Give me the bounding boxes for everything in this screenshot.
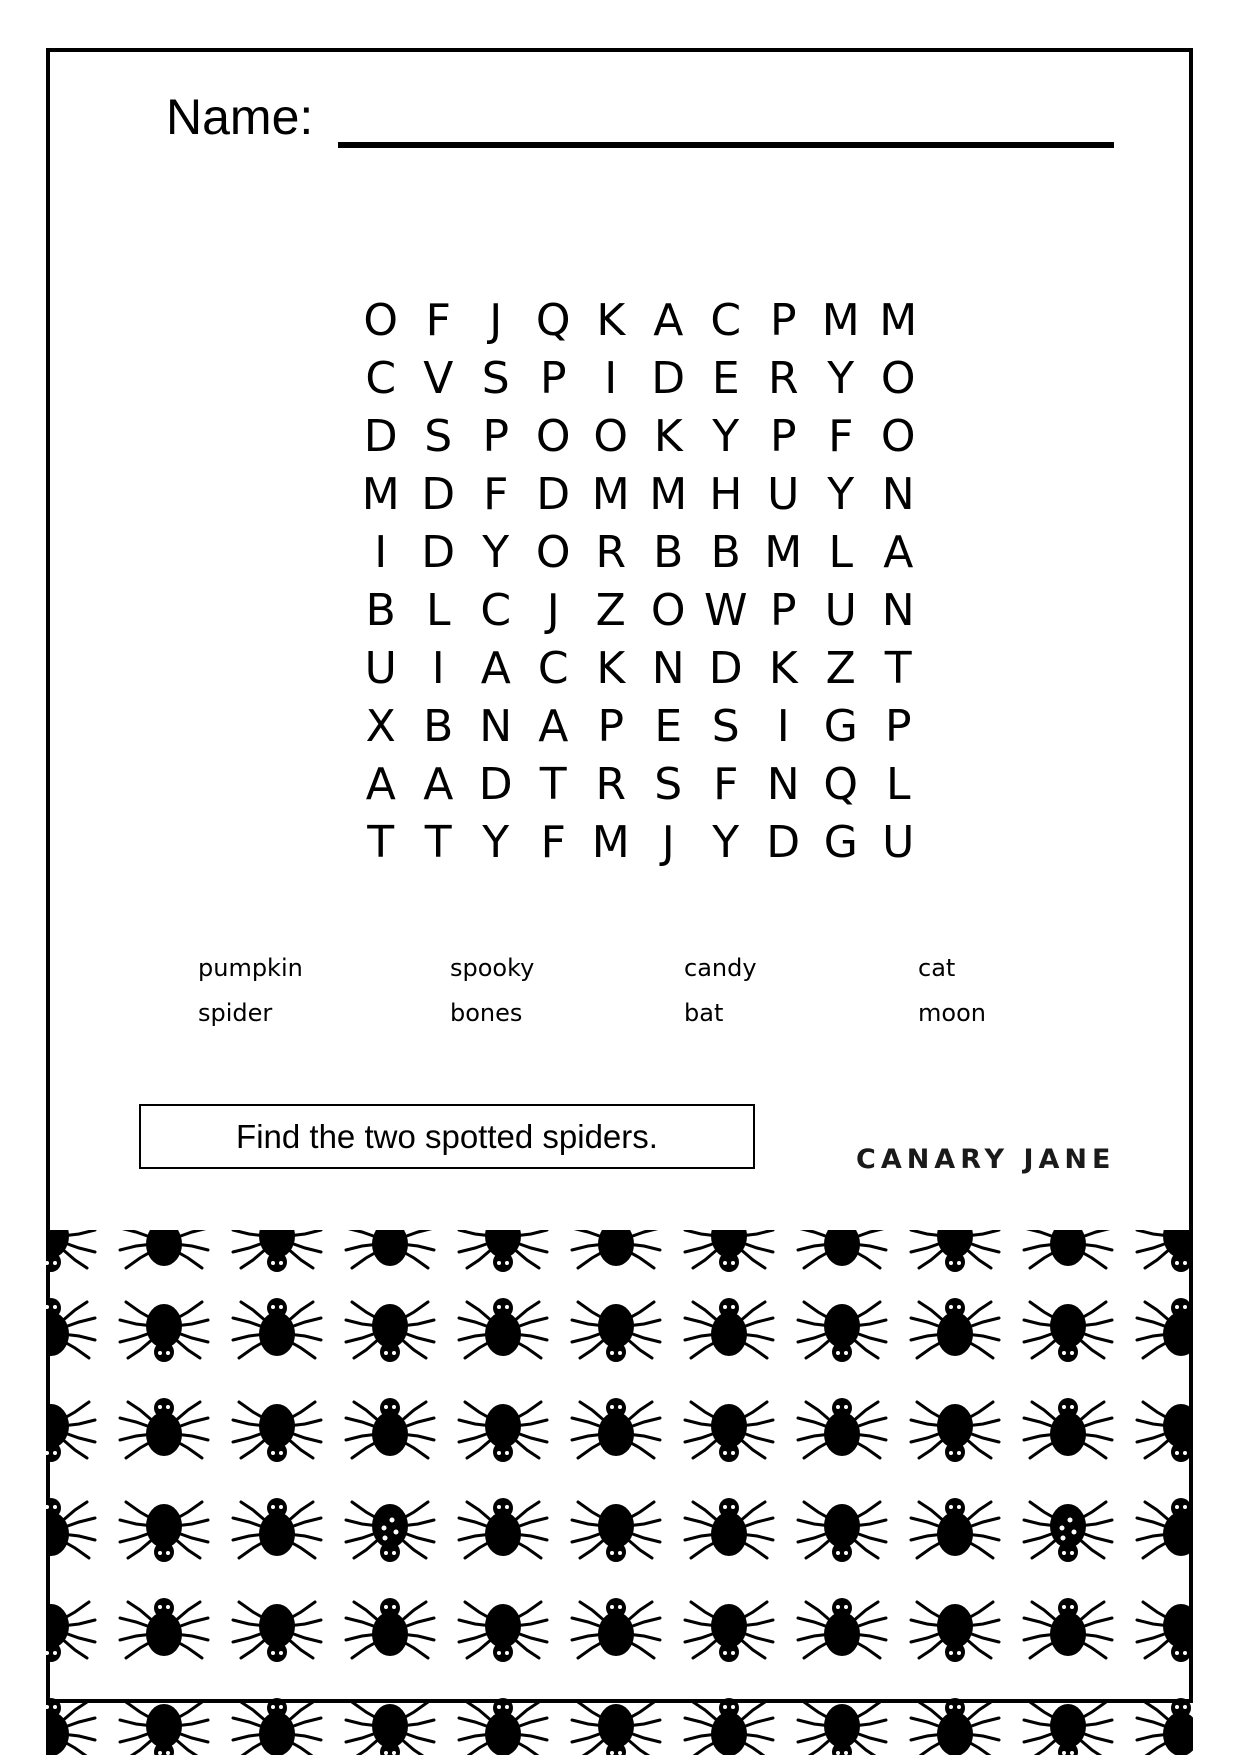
grid-letter: K (596, 643, 626, 694)
grid-letter: O (593, 411, 629, 462)
grid-letter: B (423, 701, 454, 752)
grid-letter: J (489, 295, 503, 346)
spider-icon (459, 1698, 547, 1755)
grid-letter: L (425, 585, 451, 636)
grid-letter: T (539, 759, 567, 810)
grid-letter: M (361, 469, 400, 520)
grid-letter: B (653, 527, 684, 578)
grid-letter: P (769, 295, 797, 346)
grid-letter: O (535, 527, 571, 578)
word-search-grid (352, 292, 927, 872)
grid-letter: C (480, 585, 512, 636)
spider-icon (7, 1698, 95, 1755)
instruction-text: Find the two spotted spiders. (236, 1117, 658, 1155)
grid-letter: E (711, 353, 740, 404)
grid-letter: S (481, 353, 510, 404)
grid-letter: N (479, 701, 513, 752)
grid-letter: B (710, 527, 741, 578)
grid-letter: Y (712, 411, 740, 462)
grid-letter: K (768, 643, 798, 694)
grid-letter: L (885, 759, 911, 810)
grid-letter: F (540, 817, 566, 868)
grid-letter: T (367, 817, 395, 868)
spider-icon (911, 1698, 999, 1755)
grid-letter: J (661, 817, 675, 868)
grid-letter: M (591, 469, 630, 520)
word-item: moon (918, 999, 986, 1027)
word-item: spider (198, 999, 273, 1027)
grid-letter: U (882, 817, 915, 868)
grid-letter: E (654, 701, 683, 752)
word-item: bat (684, 999, 724, 1027)
grid-letter: J (546, 585, 560, 636)
grid-letter: D (766, 817, 801, 868)
grid-letter: M (821, 295, 860, 346)
spider-icon (120, 1702, 208, 1755)
grid-letter: V (423, 353, 454, 404)
grid-letter: I (776, 701, 790, 752)
grid-letter: Y (712, 817, 740, 868)
spider-icon (798, 1702, 886, 1755)
grid-letter: D (651, 353, 686, 404)
grid-letter: R (595, 527, 627, 578)
grid-letter: G (823, 701, 858, 752)
spider-icon (1024, 1702, 1112, 1755)
word-item: spooky (450, 954, 535, 982)
grid-letter: O (880, 353, 916, 404)
grid-letter: T (424, 817, 452, 868)
grid-letter: M (649, 469, 688, 520)
grid-letter: P (769, 411, 797, 462)
word-item: candy (684, 954, 757, 982)
grid-letter: F (828, 411, 854, 462)
grid-letter: Z (825, 643, 856, 694)
name-label: Name: (166, 89, 314, 145)
grid-letter: S (424, 411, 453, 462)
grid-letter: O (880, 411, 916, 462)
word-item: cat (918, 954, 956, 982)
spider-icon (1137, 1698, 1225, 1755)
grid-letter: Y (827, 353, 855, 404)
grid-letter: O (650, 585, 686, 636)
brand-logo: CANARY JANE (856, 1144, 1116, 1175)
grid-letter: S (711, 701, 740, 752)
spider-icon (572, 1702, 660, 1755)
grid-letter: S (654, 759, 683, 810)
grid-letter: C (710, 295, 742, 346)
grid-letter: N (651, 643, 685, 694)
grid-letter: P (597, 701, 625, 752)
grid-letter: N (881, 585, 915, 636)
grid-letter: B (365, 585, 396, 636)
grid-letter: H (709, 469, 743, 520)
grid-letter: M (591, 817, 630, 868)
grid-letter: A (365, 759, 396, 810)
grid-letter: D (536, 469, 571, 520)
grid-letter: G (823, 817, 858, 868)
grid-letter: F (713, 759, 739, 810)
grid-letter: D (421, 469, 456, 520)
spider-icon (233, 1698, 321, 1755)
grid-letter: D (421, 527, 456, 578)
grid-letter: C (537, 643, 569, 694)
grid-letter: P (482, 411, 510, 462)
grid-letter: A (653, 295, 684, 346)
grid-letter: U (824, 585, 857, 636)
grid-letter: O (363, 295, 399, 346)
grid-letter: R (595, 759, 627, 810)
grid-letter: Q (535, 295, 571, 346)
grid-letter: A (423, 759, 454, 810)
grid-letter: A (883, 527, 914, 578)
grid-letter: I (431, 643, 445, 694)
grid-letter: N (766, 759, 800, 810)
grid-letter: F (425, 295, 451, 346)
name-line (338, 142, 1114, 148)
grid-letter: K (596, 295, 626, 346)
grid-letter: F (483, 469, 509, 520)
grid-letter: Y (482, 527, 510, 578)
grid-letter: T (884, 643, 912, 694)
grid-letter: D (708, 643, 743, 694)
grid-letter: P (769, 585, 797, 636)
word-item: pumpkin (198, 954, 303, 982)
grid-letter: Z (595, 585, 626, 636)
grid-letter: L (828, 527, 853, 578)
spider-icon (346, 1702, 434, 1755)
grid-letter: Q (823, 759, 859, 810)
grid-letter: M (764, 527, 803, 578)
grid-letter: Y (827, 469, 855, 520)
grid-letter: N (881, 469, 915, 520)
grid-letter: P (539, 353, 567, 404)
grid-letter: K (653, 411, 683, 462)
grid-letter: Y (482, 817, 510, 868)
grid-letter: U (364, 643, 397, 694)
word-item: bones (450, 999, 523, 1027)
grid-letter: R (767, 353, 799, 404)
grid-letter: D (363, 411, 398, 462)
grid-letter: X (365, 701, 396, 752)
grid-letter: D (478, 759, 513, 810)
grid-letter: C (365, 353, 397, 404)
instruction-box (139, 1104, 755, 1169)
grid-letter: I (374, 527, 388, 578)
grid-letter: A (480, 643, 511, 694)
grid-letter: M (879, 295, 918, 346)
grid-letter: I (604, 353, 618, 404)
grid-letter: W (703, 585, 748, 636)
spider-icon (685, 1698, 773, 1755)
grid-letter: O (535, 411, 571, 462)
grid-letter: U (767, 469, 800, 520)
grid-letter: A (538, 701, 569, 752)
grid-letter: P (884, 701, 912, 752)
